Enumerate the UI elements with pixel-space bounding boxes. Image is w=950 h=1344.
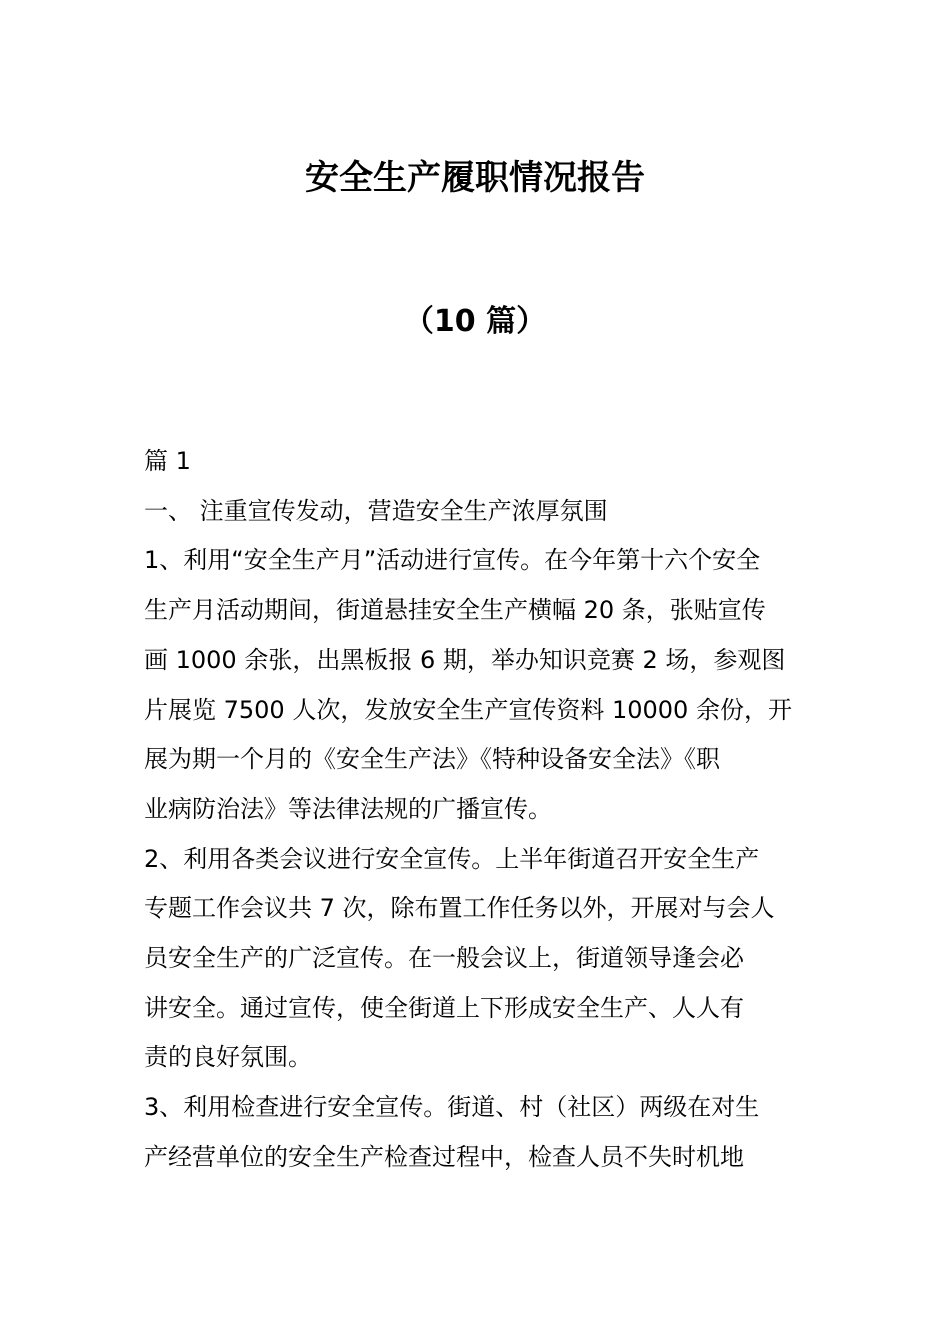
paragraph-line: 讲安全。通过宣传，使全街道上下形成安全生产、人人有 — [144, 993, 744, 1022]
paragraph-line: 业病防治法》等法律法规的广播宣传。 — [144, 794, 552, 823]
paragraph-line: 员安全生产的广泛宣传。在一般会议上，街道领导逢会必 — [144, 944, 744, 973]
paragraph-line: 画 1000 余张，出黑板报 6 期，举办知识竞赛 2 场，参观图 — [144, 645, 786, 674]
paragraph-line: 专题工作会议共 7 次，除布置工作任务以外，开展对与会人 — [144, 894, 775, 923]
paragraph-line: 片展览 7500 人次，发放安全生产宣传资料 10000 余份，开 — [144, 695, 792, 724]
paragraph-line: 2、利用各类会议进行安全宣传。上半年街道召开安全生产 — [144, 844, 760, 873]
paragraph-line: 3、利用检查进行安全宣传。街道、村（社区）两级在对生 — [144, 1093, 760, 1122]
document-title: 安全生产履职情况报告 — [305, 158, 645, 198]
paragraph-line: 责的良好氛围。 — [144, 1043, 312, 1072]
document-subtitle: （10 篇） — [403, 304, 547, 339]
section-heading: 篇 1 — [144, 447, 191, 475]
paragraph-line: 生产月活动期间，街道悬挂安全生产横幅 20 条，张贴宣传 — [144, 596, 766, 625]
subsection-heading: 一、 注重宣传发动，营造安全生产浓厚氛围 — [144, 496, 608, 525]
document-body — [144, 437, 810, 1183]
paragraph-line: 产经营单位的安全生产检查过程中，检查人员不失时机地 — [144, 1142, 744, 1171]
paragraph-line: 1、利用“安全生产月”活动进行宣传。在今年第十六个安全 — [144, 546, 761, 575]
paragraph-line: 展为期一个月的《安全生产法》《特种设备安全法》《职 — [144, 745, 720, 774]
